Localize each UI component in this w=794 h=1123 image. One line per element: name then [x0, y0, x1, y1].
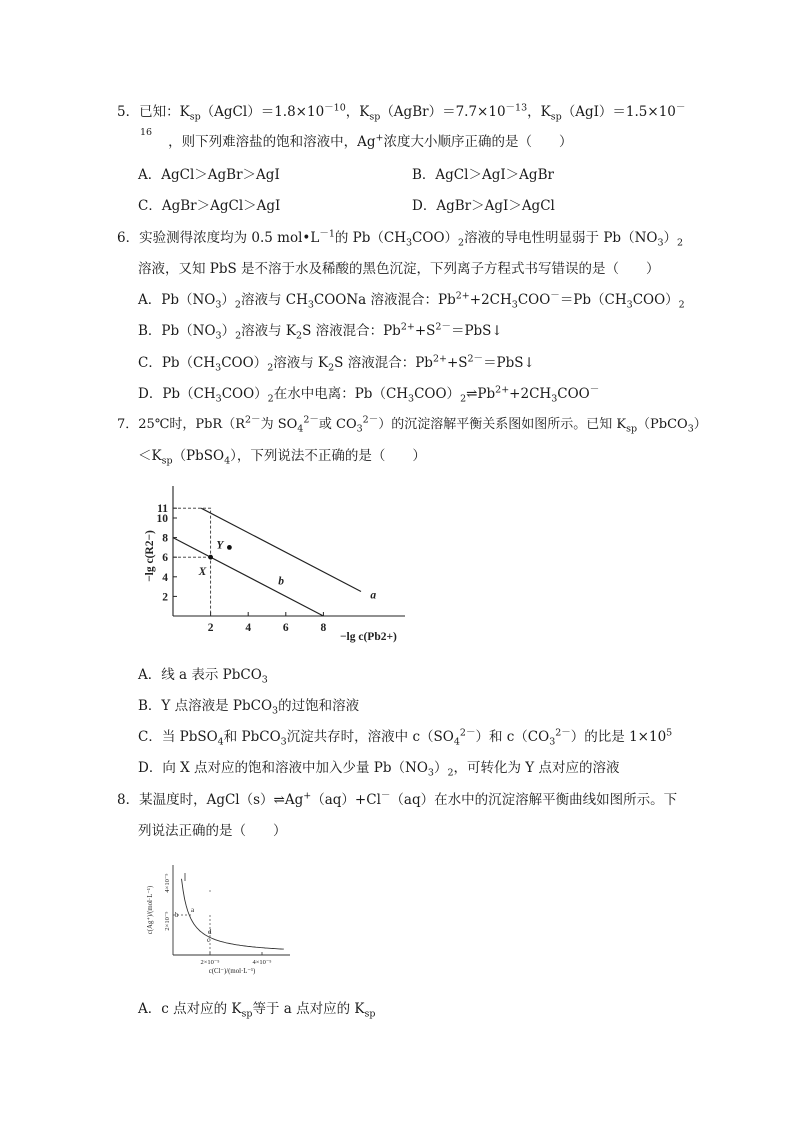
- q5-line1: 5．已知：$K_{sp}(AgCl)=1.8\times 10^{-10}$，$K_{sp}(AgBr)=7.7\times 10^{-13}$，$K_{sp}(AgI)=1.5\times 10^-$: [117, 102, 686, 123]
- q6-option-b: B．$Pb(NO_3)_2$溶液与 $K_2S$ 溶液混合：$Pb^{2+}+S^{2-}=PbS↓$: [138, 321, 503, 342]
- series-line-b: [173, 538, 323, 616]
- q5-line2: $^{16}$，则下列难溶盐的饱和溶液中，Ag+浓度大小顺序正确的是（ ）: [140, 126, 573, 150]
- x-tick-label: 2×10⁻⁵: [200, 959, 220, 966]
- y-axis-label: c(Ag⁺)/(mol·L⁻¹): [147, 885, 154, 935]
- q7-option-d: D．向 X 点对应的饱和溶液中加入少量 $Pb(NO_3)_2$，可转化为 Y 点对应的溶液: [138, 760, 620, 779]
- point-x-label: X: [198, 566, 207, 579]
- x-tick-label: 4: [245, 622, 252, 634]
- point-b-label: b: [175, 911, 179, 919]
- q8-chart: [140, 855, 295, 980]
- q6-line2: 溶液，又知 PbS 是不溶于水及稀酸的黑色沉淀，下列离子方程式书写错误的是（ ）: [138, 261, 660, 277]
- x-tick-label: 4×10⁻⁵: [252, 959, 272, 966]
- y-tick-label: 8: [162, 532, 168, 545]
- q5-option-c: C．AgBr＞AgCl＞AgI: [138, 198, 281, 214]
- x-axis-label: c(Cl⁻)/(mol·L⁻¹): [208, 968, 256, 975]
- q5-option-b: B．AgCl＞AgI＞AgBr: [412, 167, 554, 183]
- y-tick-label: 4×10⁻⁵: [164, 873, 171, 893]
- q7-line2: $<K_{sp}(PbSO_4)$，下列说法不正确的是（ ）: [138, 448, 426, 467]
- q7-option-b: B．Y 点溶液是 PbCO$_3$的过饱和溶液: [138, 698, 360, 717]
- q6-option-c: C．$Pb(CH_3COO)_2$溶液与 $K_2S$ 溶液混合：$Pb^{2+}+S^{2-}=PbS↓$: [138, 353, 535, 374]
- x-tick-label: 6: [282, 622, 289, 634]
- point-y: [227, 545, 232, 550]
- q5-option-d: D．AgBr＞AgI＞AgCl: [412, 198, 555, 214]
- y-tick-label: 2×10⁻⁵: [164, 911, 171, 931]
- q7-option-c: C．当 PbSO$_4$和 PbCO$_3$沉淀共存时，溶液中 $c(SO_4^{2-})$和 $c(CO_3^{2-})$的比是 $1\times 10^5$: [138, 727, 673, 748]
- series-label-a: a: [370, 589, 377, 602]
- point-c-label: c: [207, 936, 211, 944]
- stray-dot: [209, 890, 210, 891]
- series-label-b: b: [278, 575, 285, 588]
- y-tick-label: 11: [157, 503, 168, 516]
- point-y-label: Y: [216, 539, 224, 552]
- guide-dashed-11: [173, 508, 211, 616]
- q5-option-a: A．AgCl＞AgBr＞AgI: [138, 167, 280, 183]
- y-tick-label: 6: [162, 552, 168, 565]
- q7-chart: [140, 478, 430, 653]
- q8-option-a: A．c 点对应的 $K_{sp}$等于 a 点对应的 $K_{sp}$: [138, 1001, 376, 1020]
- point-x: [208, 555, 213, 560]
- y-tick-label: 4: [162, 571, 168, 584]
- x-tick-label: 8: [320, 622, 327, 634]
- q6-line1: 6．实验测得浓度均为 0.5 $mol•L^{-1}$的 $Pb(CH_3COO)_2$溶液的导电性明显弱于 $Pb(NO_3)_2$: [117, 228, 684, 249]
- q8-line1: 8．某温度时，AgCl（s）⇌Ag+（aq）+Cl－（aq）在水中的沉淀溶解平衡曲线如图所示。下: [117, 790, 678, 808]
- q8-line2: 列说法正确的是（ ）: [138, 823, 287, 839]
- point-d-label: d: [208, 928, 212, 936]
- point-a-label: a: [191, 906, 195, 914]
- q6-option-a: A．$Pb(NO_3)_2$溶液与 $CH_3COONa$ 溶液混合：$Pb^{2+}+2CH_3COO^-=Pb(CH_3COO)_2$: [138, 290, 685, 311]
- q6-option-d: D．$Pb(CH_3COO)_2$在水中电离：$Pb(CH_3COO)_2\rightleftharpoons Pb^{2+}+2CH_3COO^-$: [138, 384, 600, 405]
- q7-line1: 7．25℃时，$PbR(R^{2-}$为 $SO_4^{2-}$或 $CO_3^{2-}$）的沉淀溶解平衡关系图如图所示。已知 $K_{sp}(PbCO_3)$: [117, 414, 707, 435]
- y-axis-label: −lg c(R2−): [144, 530, 156, 582]
- x-axis-label: −lg c(Pb2+): [340, 631, 397, 643]
- y-tick-label: 10: [156, 513, 168, 525]
- x-tick-label: 2: [207, 622, 214, 634]
- equilibrium-curve: [182, 879, 284, 949]
- y-tick-label: 2: [162, 591, 168, 604]
- q7-option-a: A．线 a 表示 PbCO$_3$: [138, 667, 268, 686]
